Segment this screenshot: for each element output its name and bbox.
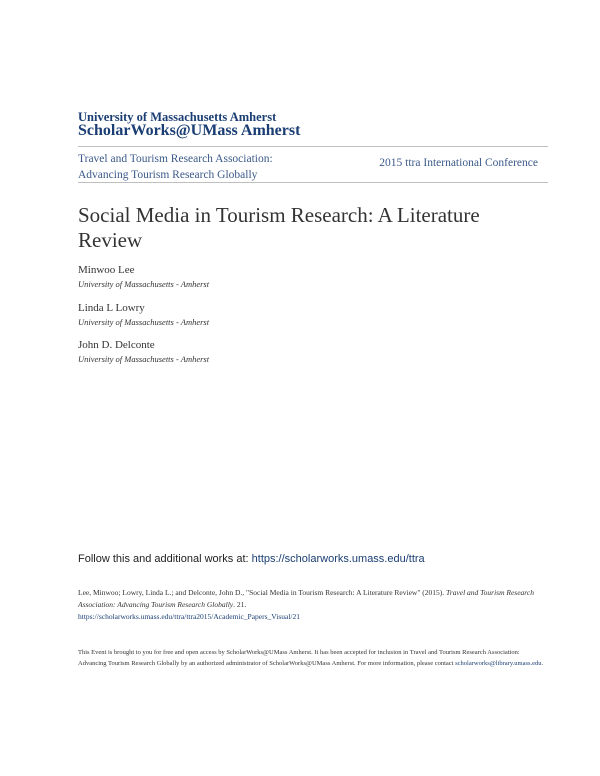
series-title-line2: Advancing Tourism Research Globally [78, 169, 258, 181]
follow-line [78, 553, 425, 565]
citation-block [78, 587, 548, 623]
author-name: Linda L Lowry [78, 302, 145, 314]
access-notice [78, 647, 548, 669]
series-title[interactable] [78, 151, 318, 183]
university-name: University of Massachusetts Amherst [78, 110, 277, 124]
notice-end: . [541, 660, 544, 667]
header-divider-bottom [78, 182, 548, 183]
author-affiliation: University of Massachusetts - Amherst [78, 354, 210, 364]
author-affiliation: University of Massachusetts - Amherst [78, 317, 210, 327]
series-title-line1: Travel and Tourism Research Association: [78, 153, 273, 165]
citation-journal: Travel and Tourism Research Association: Advancing Tourism Research Globally [78, 588, 535, 609]
author-affiliation: University of Massachusetts - Amherst [78, 279, 210, 289]
paper-title: Social Media in Tourism Research: A Literature Review [78, 203, 480, 252]
citation-number: . 21. [233, 600, 247, 609]
author-name: John D. Delconte [78, 339, 155, 351]
citation-url[interactable]: https://scholarworks.umass.edu/ttra/ttra2015/Academic_Papers_Visual/21 [78, 612, 301, 621]
follow-label: Follow this and additional works at: [78, 553, 252, 565]
author-name: Minwoo Lee [78, 264, 135, 276]
citation-text: Lee, Minwoo; Lowry, Linda L.; and Delconte, John D., "Social Media in Tourism Research: A Literature Review" (2015). [78, 588, 447, 597]
header-divider-top [78, 146, 548, 147]
contact-email-link[interactable]: scholarworks@library.umass.edu [455, 660, 542, 667]
conference-name[interactable]: 2015 ttra International Conference [379, 157, 538, 169]
notice-text: This Event is brought to you for free and open access by ScholarWorks@UMass Amherst. It has been accepted for inclusion in Travel and Tourism Research Association: Advancing Tourism Research Globally by an authorized administrator of ScholarWorks@UMass Amherst. For more information, please contact [78, 649, 520, 667]
follow-link[interactable]: https://scholarworks.umass.edu/ttra [251, 553, 425, 565]
repository-name[interactable]: ScholarWorks@UMass Amherst [78, 122, 301, 139]
